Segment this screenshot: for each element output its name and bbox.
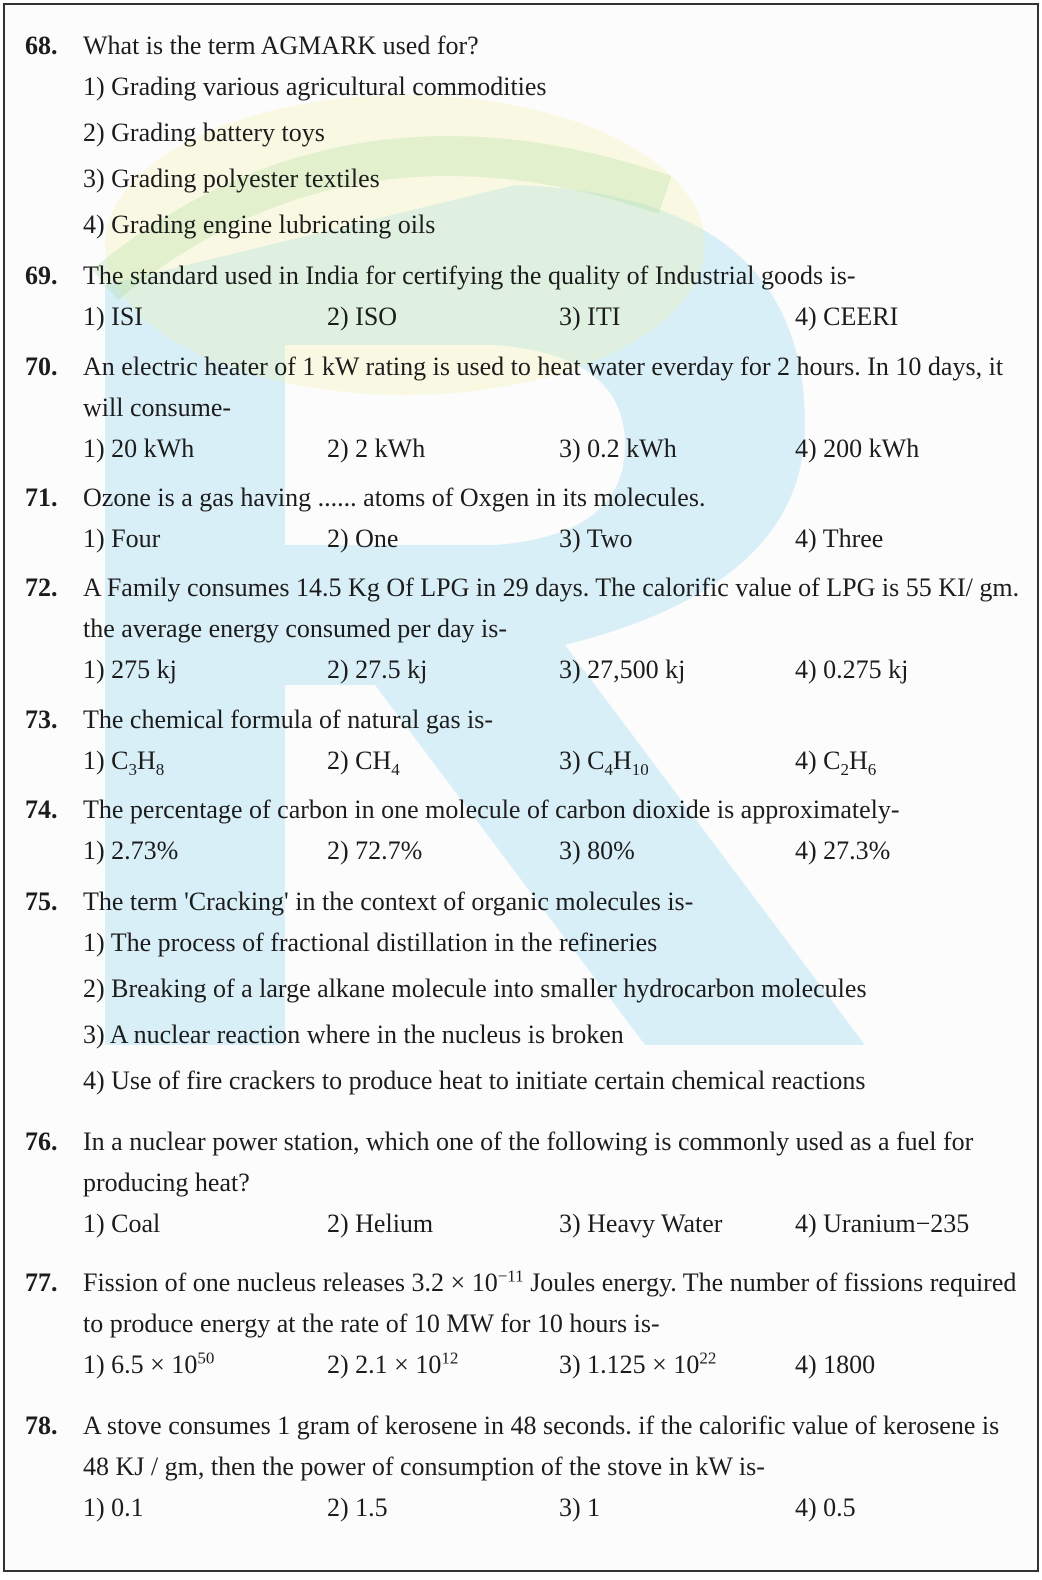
option-4: 4) $C_2H_6$: [795, 746, 877, 780]
question-74: [25, 789, 1023, 874]
question-stem: Fission of one nucleus releases $3.2 \times 10^{-11}$ Joules energy. The number of fissions required to produce energy at the rate of 10 MW for 10 hours is-: [83, 1266, 1017, 1338]
question-stem: The chemical formula of natural gas is-: [83, 705, 494, 734]
option-1: 1) ISI: [83, 302, 143, 331]
question-stem: The percentage of carbon in one molecule of carbon dioxide is approximately-: [83, 795, 900, 824]
option-1: 1) 2.73%: [83, 836, 179, 865]
option-4: 4) 27.3%: [795, 836, 891, 865]
question-number: 72.: [25, 573, 58, 602]
option-3: 3) 27,500 kj: [559, 655, 686, 684]
question-stem: An electric heater of 1 kW rating is used to heat water everday for 2 hours. In 10 days, it will consume-: [83, 352, 1004, 422]
option-2: 2) $2.1 \times 10^{12}$: [327, 1348, 459, 1379]
option-1: 1) 0.1: [83, 1493, 144, 1522]
option-2: 2) 27.5 kj: [327, 655, 428, 684]
question-number: 74.: [25, 795, 58, 824]
question-77: [25, 1262, 1023, 1388]
question-number: 68.: [25, 31, 58, 60]
question-stem: The standard used in India for certifying the quality of Industrial goods is-: [83, 261, 856, 290]
option-1: 1) The process of fractional distillation in the refineries: [83, 928, 658, 957]
option-3: 3) $1.125 \times 10^{22}$: [559, 1348, 717, 1379]
option-2: 2) 1.5: [327, 1493, 388, 1522]
question-number: 70.: [25, 352, 58, 381]
option-4: 4) Three: [795, 524, 884, 553]
question-stem: The term 'Cracking' in the context of organic molecules is-: [83, 887, 694, 916]
option-1: 1) $6.5 \times 10^{50}$: [83, 1348, 215, 1379]
option-4: 4) 0.275 kj: [795, 655, 909, 684]
option-4: 4) 200 kWh: [795, 434, 920, 463]
option-3: 3) 0.2 kWh: [559, 434, 677, 463]
question-76: [25, 1121, 1023, 1247]
question-stem: What is the term AGMARK used for?: [83, 31, 479, 60]
option-2: 2) $CH_4$: [327, 746, 400, 780]
option-2: 2) One: [327, 524, 399, 553]
option-1: 1) Coal: [83, 1209, 161, 1238]
option-3: 3) Heavy Water: [559, 1209, 723, 1238]
option-4: 4) Uranium−235: [795, 1209, 970, 1238]
question-number: 71.: [25, 483, 58, 512]
option-2: 2) 2 kWh: [327, 434, 426, 463]
question-number: 75.: [25, 887, 58, 916]
question-73: [25, 699, 1023, 784]
question-stem: In a nuclear power station, which one of the following is commonly used as a fuel for producing heat?: [83, 1127, 974, 1197]
question-number: 73.: [25, 705, 58, 734]
option-1: 1) Four: [83, 524, 161, 553]
option-2: 2) Breaking of a large alkane molecule into smaller hydrocarbon molecules: [83, 974, 867, 1003]
option-2: 2) Helium: [327, 1209, 434, 1238]
option-2: 2) ISO: [327, 302, 398, 331]
question-stem: A stove consumes 1 gram of kerosene in 48 seconds. if the calorific value of kerosene is 48 KJ / gm, then the power of consumption of the stove in kW is-: [83, 1411, 1000, 1481]
question-number: 77.: [25, 1268, 58, 1297]
option-3: 3) A nuclear reaction where in the nucleus is broken: [83, 1020, 624, 1049]
option-4: 4) Grading engine lubricating oils: [83, 210, 436, 239]
question-68: [25, 25, 1023, 250]
option-4: 4) CEERI: [795, 302, 899, 331]
exam-page: [3, 3, 1039, 1572]
option-3: 3) Grading polyester textiles: [83, 164, 380, 193]
question-75: [25, 881, 1023, 1106]
option-4: 4) 1800: [795, 1350, 876, 1379]
option-4: 4) 0.5: [795, 1493, 856, 1522]
option-2: 2) Grading battery toys: [83, 118, 325, 147]
option-1: 1) Grading various agricultural commodities: [83, 72, 547, 101]
option-1: 1) 20 kWh: [83, 434, 195, 463]
question-70: [25, 346, 1023, 472]
question-number: 69.: [25, 261, 58, 290]
option-4: 4) Use of fire crackers to produce heat to initiate certain chemical reactions: [83, 1066, 866, 1095]
question-number: 76.: [25, 1127, 58, 1156]
option-3: 3) $C_4H_{10}$: [559, 746, 649, 780]
question-number: 78.: [25, 1411, 58, 1440]
question-72: [25, 567, 1023, 693]
option-2: 2) 72.7%: [327, 836, 423, 865]
option-1: 1) 275 kj: [83, 655, 177, 684]
question-stem: Ozone is a gas having ...... atoms of Oxgen in its molecules.: [83, 483, 706, 512]
option-3: 3) Two: [559, 524, 633, 553]
option-3: 3) ITI: [559, 302, 621, 331]
option-1: 1) $C_3H_8$: [83, 746, 165, 780]
question-78: [25, 1405, 1023, 1531]
question-69: [25, 255, 1023, 340]
option-3: 3) 1: [559, 1493, 601, 1522]
option-3: 3) 80%: [559, 836, 635, 865]
question-stem: A Family consumes 14.5 Kg Of LPG in 29 days. The calorific value of LPG is 55 KI/ gm. the average energy consumed per day is-: [83, 573, 1020, 643]
question-71: [25, 477, 1023, 562]
